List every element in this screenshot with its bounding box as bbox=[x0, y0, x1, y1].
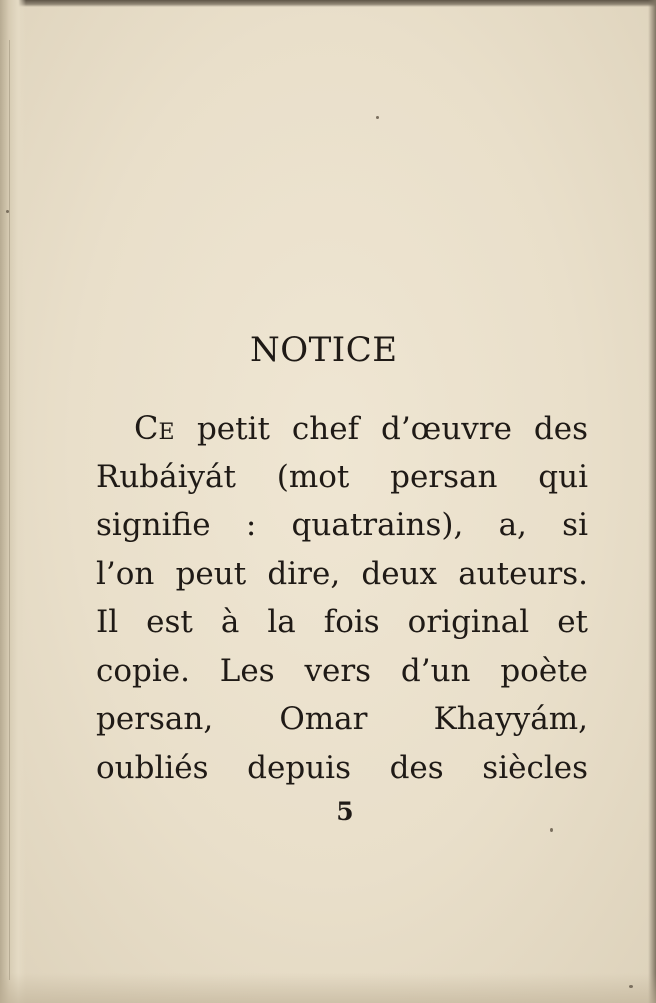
first-line-text: petit chef d’œuvre des bbox=[175, 411, 588, 447]
text-line-2: Rubáiyát (mot persan qui bbox=[96, 458, 588, 495]
paper-speck bbox=[629, 985, 633, 988]
gutter-fold-line bbox=[9, 40, 10, 980]
text-line-5: Il est à la fois original et bbox=[96, 604, 588, 640]
text-line-4: l’on peut dire, deux auteurs. bbox=[96, 555, 588, 592]
paper-speck bbox=[550, 828, 553, 832]
top-page-edge bbox=[0, 0, 656, 7]
body-text bbox=[96, 404, 588, 792]
text-line-7: persan, Omar Khayyám, bbox=[96, 701, 588, 737]
paper-speck bbox=[6, 210, 9, 213]
page-title: NOTICE bbox=[250, 330, 398, 370]
text-line-3: signifie : quatrains), a, si bbox=[96, 507, 588, 543]
binding-gutter bbox=[0, 0, 26, 1003]
page-number: 5 bbox=[336, 797, 354, 826]
text-line-1 bbox=[96, 404, 588, 453]
right-page-edge bbox=[648, 0, 656, 1003]
small-capital: E bbox=[158, 420, 176, 445]
paper-speck bbox=[376, 116, 379, 119]
text-line-6: copie. Les vers d’un poète bbox=[96, 652, 588, 689]
drop-capital: C bbox=[134, 409, 159, 447]
text-line-8: oubliés depuis des siècles bbox=[96, 749, 588, 786]
bottom-page-shade bbox=[0, 973, 656, 1003]
